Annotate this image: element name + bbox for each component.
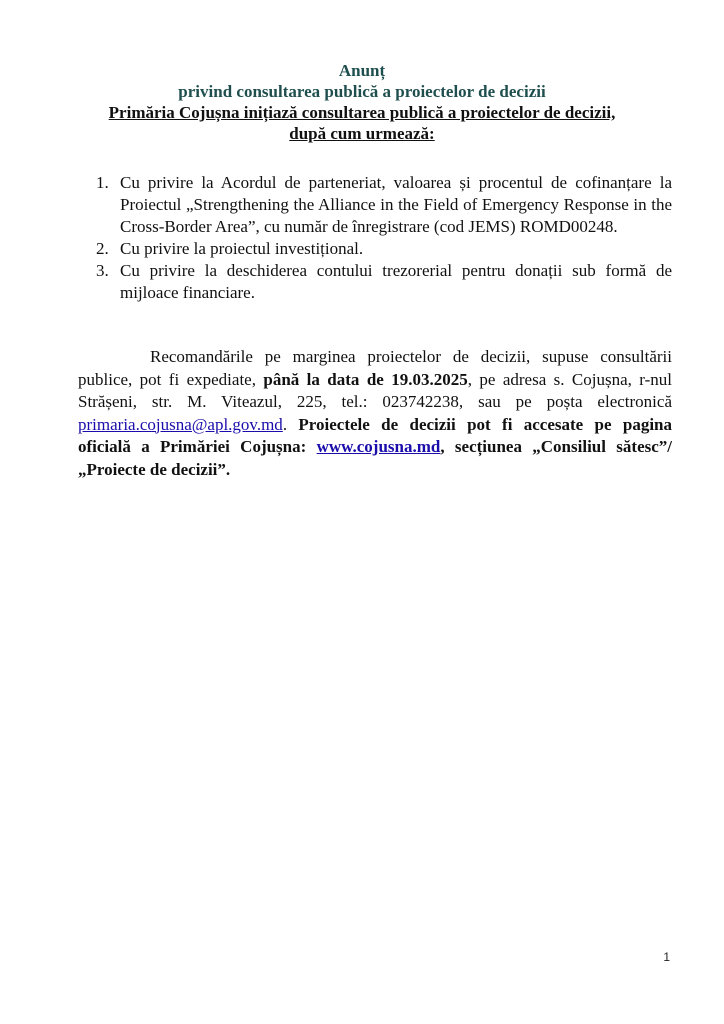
list-item-number: 1. — [96, 173, 109, 192]
decision-list — [96, 172, 672, 304]
email-link[interactable]: primaria.cojusna@apl.gov.md — [78, 414, 283, 434]
body-text-part2: , pe adresa s. Cojușna, r-nul Strășeni, str. M. Viteazul, 225, tel.: 023742238, sau pe poșta electronică — [78, 369, 672, 411]
body-text-part3: . — [282, 414, 299, 434]
list-item-number: 2. — [96, 239, 109, 258]
page-number: 1 — [663, 950, 670, 964]
document-subtitle: privind consultarea publică a proiectelor de decizii — [178, 82, 546, 101]
list-item-text: Cu privire la deschiderea contului trezorerial pentru donații sub formă de mijloace financiare. — [120, 261, 672, 302]
header — [0, 60, 724, 144]
document-title: Anunț — [338, 61, 386, 80]
access-info-text: Proiectele de decizii pot fi accesate pe pagina oficială a Primăriei Cojușna: — [78, 414, 673, 456]
list-item-number: 3. — [96, 261, 109, 280]
body-text-part1: Recomandările pe marginea proiectelor de decizii, supuse consultării publice, pot fi expediate, — [78, 347, 672, 389]
list-item-text: Cu privire la proiectul investițional. — [120, 239, 364, 258]
body-paragraph — [78, 346, 672, 481]
list-item-text: Cu privire la Acordul de parteneriat, valoarea și procentul de cofinanțare la Proiectul „Strengthening the Alliance in the Field of Emergency Response in the Cross-Border Area”, cu număr de înregistrare (cod JEMS) ROMD00248. — [120, 173, 672, 236]
section-info-text: , secțiunea „Consiliul sătesc”/„Proiecte de decizii”. — [78, 437, 672, 479]
list-item — [96, 172, 672, 238]
website-link[interactable]: www.cojusna.md — [316, 437, 441, 456]
deadline-text: până la data de 19.03.2025 — [263, 369, 468, 389]
list-item — [96, 238, 672, 260]
intro-heading: Primăria Cojușna inițiază consultarea publică a proiectelor de decizii, după cum urmează: — [108, 103, 616, 143]
list-item — [96, 260, 672, 304]
